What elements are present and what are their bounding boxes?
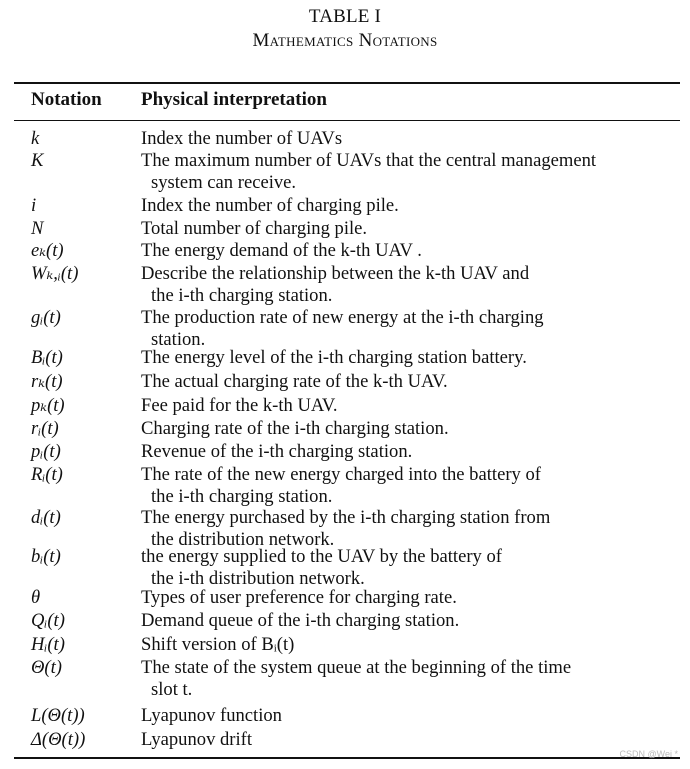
interpretation-text bbox=[141, 347, 676, 369]
interpretation-line-1: Shift version of Bᵢ(t) bbox=[141, 634, 295, 655]
top-rule bbox=[14, 82, 680, 84]
interpretation-text bbox=[141, 128, 676, 150]
notation-symbol: pᵢ(t) bbox=[31, 441, 61, 462]
notation-symbol: eₖ(t) bbox=[31, 240, 64, 261]
watermark: CSDN @Wei * bbox=[619, 749, 678, 759]
interpretation-line-2: slot t. bbox=[151, 679, 193, 700]
interpretation-text bbox=[141, 371, 676, 393]
header-interpretation: Physical interpretation bbox=[141, 89, 327, 110]
notation-symbol: θ bbox=[31, 587, 41, 608]
interpretation-text bbox=[141, 195, 676, 217]
notation-symbol: Δ(Θ(t)) bbox=[31, 729, 86, 750]
interpretation-text bbox=[141, 587, 676, 609]
notation-symbol: Rᵢ(t) bbox=[31, 464, 63, 485]
interpretation-line-1: The energy demand of the k-th UAV . bbox=[141, 240, 422, 261]
interpretation-line-1: The energy level of the i-th charging station battery. bbox=[141, 347, 527, 368]
interpretation-line-1: Index the number of UAVs bbox=[141, 128, 343, 149]
interpretation-line-1: The energy purchased by the i-th charging station from bbox=[141, 507, 551, 528]
notation-symbol: gᵢ(t) bbox=[31, 307, 61, 328]
table-title: Mathematics Notations bbox=[252, 30, 438, 51]
notation-symbol: Bᵢ(t) bbox=[31, 347, 63, 368]
notation-symbol: L(Θ(t)) bbox=[31, 705, 85, 726]
notation-symbol: k bbox=[31, 128, 40, 149]
interpretation-line-2: system can receive. bbox=[151, 172, 297, 193]
interpretation-line-1: Describe the relationship between the k-th UAV and bbox=[141, 263, 530, 284]
notation-symbol: Qᵢ(t) bbox=[31, 610, 65, 631]
notation-symbol: Hᵢ(t) bbox=[31, 634, 65, 655]
notation-symbol: Wₖ,ᵢ(t) bbox=[31, 263, 79, 284]
bottom-rule bbox=[14, 757, 680, 759]
notation-symbol: N bbox=[31, 218, 44, 239]
notation-symbol: dᵢ(t) bbox=[31, 507, 61, 528]
interpretation-text bbox=[141, 657, 676, 701]
interpretation-text bbox=[141, 441, 676, 463]
interpretation-line-2: station. bbox=[151, 329, 206, 350]
interpretation-line-2: the distribution network. bbox=[151, 529, 335, 550]
header-rule bbox=[14, 120, 680, 121]
notation-symbol: i bbox=[31, 195, 37, 216]
interpretation-line-1: The rate of the new energy charged into the battery of bbox=[141, 464, 541, 485]
notation-symbol: rₖ(t) bbox=[31, 371, 63, 392]
interpretation-line-1: Revenue of the i-th charging station. bbox=[141, 441, 413, 462]
interpretation-line-1: The maximum number of UAVs that the central management bbox=[141, 150, 597, 171]
interpretation-text bbox=[141, 263, 676, 307]
notation-symbol: K bbox=[31, 150, 44, 171]
interpretation-text bbox=[141, 729, 676, 751]
interpretation-text bbox=[141, 464, 676, 508]
notation-symbol: Θ(t) bbox=[31, 657, 62, 678]
interpretation-line-1: Demand queue of the i-th charging station. bbox=[141, 610, 460, 631]
interpretation-text bbox=[141, 395, 676, 417]
interpretation-line-1: Total number of charging pile. bbox=[141, 218, 368, 239]
interpretation-text bbox=[141, 634, 676, 656]
notation-symbol: rᵢ(t) bbox=[31, 418, 59, 439]
interpretation-line-1: Fee paid for the k-th UAV. bbox=[141, 395, 338, 416]
interpretation-text bbox=[141, 610, 676, 632]
interpretation-line-2: the i-th charging station. bbox=[151, 285, 333, 306]
interpretation-line-1: The state of the system queue at the beginning of the time bbox=[141, 657, 572, 678]
notation-symbol: pₖ(t) bbox=[31, 395, 65, 416]
interpretation-text bbox=[141, 218, 676, 240]
header-notation: Notation bbox=[31, 89, 102, 110]
notation-symbol: bᵢ(t) bbox=[31, 546, 61, 567]
interpretation-line-1: Lyapunov drift bbox=[141, 729, 253, 750]
interpretation-text bbox=[141, 240, 676, 262]
interpretation-text bbox=[141, 150, 676, 194]
interpretation-text bbox=[141, 418, 676, 440]
interpretation-line-1: Index the number of charging pile. bbox=[141, 195, 399, 216]
interpretation-line-1: The production rate of new energy at the i-th charging bbox=[141, 307, 544, 328]
interpretation-line-1: Charging rate of the i-th charging station. bbox=[141, 418, 449, 439]
interpretation-line-1: The actual charging rate of the k-th UAV. bbox=[141, 371, 448, 392]
interpretation-text bbox=[141, 705, 676, 727]
interpretation-line-1: Lyapunov function bbox=[141, 705, 282, 726]
interpretation-line-1: the energy supplied to the UAV by the battery of bbox=[141, 546, 502, 567]
interpretation-text bbox=[141, 307, 676, 351]
interpretation-line-2: the i-th charging station. bbox=[151, 486, 333, 507]
interpretation-line-2: the i-th distribution network. bbox=[151, 568, 365, 589]
interpretation-line-1: Types of user preference for charging rate. bbox=[141, 587, 457, 608]
interpretation-text bbox=[141, 546, 676, 590]
table-label: TABLE I bbox=[308, 6, 382, 27]
interpretation-text bbox=[141, 507, 676, 551]
